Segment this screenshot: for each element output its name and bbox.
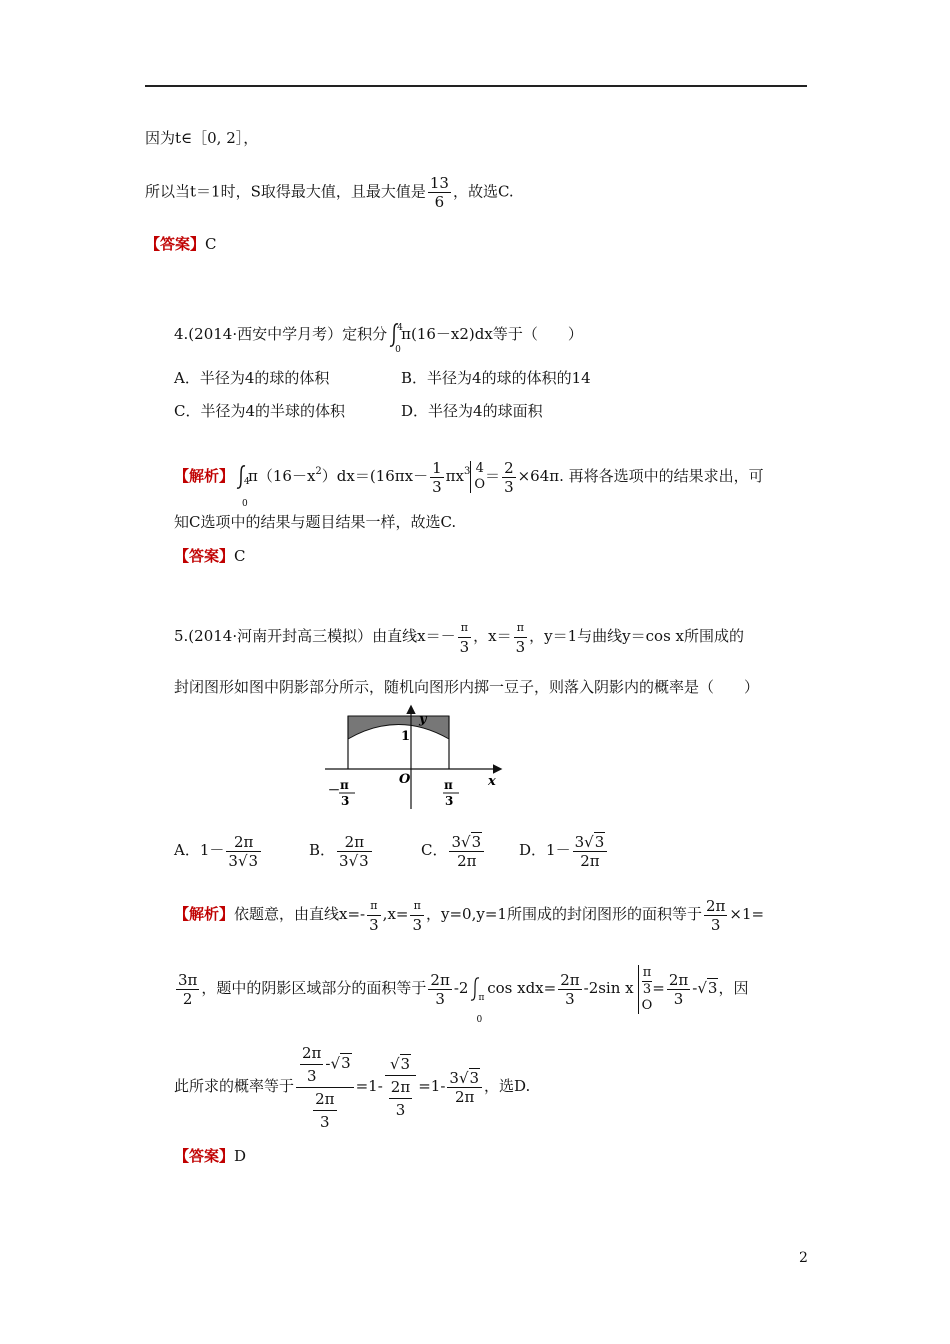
numerator: 2π xyxy=(302,1043,322,1062)
numerator: 2π xyxy=(234,832,254,851)
denominator: 3 xyxy=(432,477,442,496)
text: ，x＝ xyxy=(473,627,512,645)
text: - xyxy=(325,1054,331,1072)
numerator: π xyxy=(460,620,468,634)
q5-answer xyxy=(174,1146,246,1166)
denominator xyxy=(296,1087,354,1133)
fraction xyxy=(313,1088,336,1133)
radicand: 3 xyxy=(469,1068,480,1087)
text: D．半径为4的球面积 xyxy=(401,402,543,420)
eval-lower: O xyxy=(474,477,486,492)
header-rule xyxy=(145,85,807,87)
denominator: 6 xyxy=(428,192,451,211)
numerator: 2π xyxy=(344,832,365,851)
integral-sign xyxy=(234,464,250,509)
q4-option-a xyxy=(174,368,329,388)
denominator: 3 xyxy=(389,1098,412,1121)
text: 知C选项中的结果与题目结果一样，故选C. xyxy=(174,513,457,531)
text: ,x= xyxy=(382,905,409,923)
top-line-1 xyxy=(145,128,258,148)
text: 所以当t＝1时，S取得最大值，且最大值是 xyxy=(145,182,426,201)
compound-fraction xyxy=(385,1053,416,1121)
q5-analysis-line-1 xyxy=(174,890,764,938)
q5-analysis-line-3 xyxy=(174,1040,530,1133)
text: π（16－x xyxy=(248,467,316,485)
q4-analysis-line-1 xyxy=(174,450,764,509)
numerator: 2π xyxy=(668,970,689,989)
fraction xyxy=(514,619,528,656)
fraction xyxy=(573,833,608,870)
fraction xyxy=(226,833,261,870)
denominator: 3 xyxy=(558,989,581,1008)
eval-upper: 4 xyxy=(475,461,484,476)
radicand: 3 xyxy=(594,832,605,851)
q5-stem-line-2 xyxy=(174,677,759,697)
right-tick-num: π xyxy=(444,778,453,792)
text: D．1－ xyxy=(519,841,571,859)
answer-tag: 【答案】 xyxy=(174,547,235,565)
integral-upper: 4 xyxy=(244,477,250,487)
radicand: 3 xyxy=(248,851,259,870)
denominator: 3 xyxy=(459,637,470,656)
denominator: 3 xyxy=(504,477,514,496)
numerator: 3π xyxy=(178,970,198,989)
text: cos xdx= xyxy=(482,979,557,997)
numerator: 13 xyxy=(429,174,449,192)
numerator: π xyxy=(370,898,378,912)
radicand: 3 xyxy=(707,979,718,997)
compound-fraction xyxy=(296,1042,354,1133)
denominator xyxy=(385,1075,416,1121)
radicand: 3 xyxy=(359,851,369,870)
q5-option-d xyxy=(519,826,609,874)
text: B．半径为4的球的体积的14 xyxy=(401,369,591,387)
text: 因为t∈［0, 2］， xyxy=(145,129,259,147)
radicand: 3 xyxy=(471,832,482,851)
q5-option-b xyxy=(309,826,374,874)
integral-lower: 0 xyxy=(476,1015,483,1025)
denominator: 3 xyxy=(428,989,451,1008)
neg-sign: － xyxy=(328,783,341,797)
integral-upper: 4 xyxy=(397,323,403,333)
numerator: √3 xyxy=(389,1055,411,1073)
q4-answer xyxy=(174,546,246,566)
text: - xyxy=(692,979,698,997)
fraction xyxy=(449,833,484,870)
fraction xyxy=(667,971,690,1008)
eval-lower: O xyxy=(641,997,653,1013)
answer-tag: 【答案】 xyxy=(145,235,206,253)
integral-lower: 0 xyxy=(242,499,248,509)
denominator: 2 xyxy=(176,989,199,1008)
integral-sign xyxy=(468,976,485,1025)
text: π(16－x2)dx等于（ ） xyxy=(401,325,583,343)
text: ，因 xyxy=(718,979,749,997)
text: ，选D. xyxy=(484,1077,531,1095)
numerator: 2 xyxy=(504,458,514,477)
text: ×1= xyxy=(729,905,765,923)
q5-option-a xyxy=(174,826,263,874)
right-tick-den: 3 xyxy=(445,794,454,808)
text: ，y=0,y=1所围成的封闭图形的面积等于 xyxy=(426,905,702,923)
text: A．半径为4的球的体积 xyxy=(174,369,330,387)
radicand: 3 xyxy=(400,1055,411,1073)
y-axis-label: y xyxy=(419,712,427,727)
text: A．1－ xyxy=(174,841,225,859)
left-tick-num: π xyxy=(340,778,349,792)
evaluation-bar xyxy=(638,965,653,1014)
text: C． xyxy=(421,841,448,859)
denominator: 3 xyxy=(704,915,727,934)
q5-option-c xyxy=(421,826,486,874)
integral-lower: 0 xyxy=(395,345,401,355)
text: C．半径为4的半球的体积 xyxy=(174,402,346,420)
denominator: 3 xyxy=(412,915,423,934)
numerator: 3√3 xyxy=(451,832,482,851)
text: =1- xyxy=(418,1077,446,1095)
text: =1- xyxy=(355,1077,383,1095)
page-number: 2 xyxy=(799,1250,808,1266)
text: B． xyxy=(309,841,336,859)
text: ，y＝1与曲线y＝cos x所围成的 xyxy=(529,627,744,645)
answer-tag: 【答案】 xyxy=(174,1147,235,1165)
denominator: 2π xyxy=(573,851,608,870)
fraction xyxy=(458,619,472,656)
radicand: 3 xyxy=(341,1054,351,1072)
fraction xyxy=(300,1042,323,1087)
x-axis-label: x xyxy=(488,774,496,789)
analysis-tag: 【解析】 xyxy=(174,467,235,485)
left-tick-den: 3 xyxy=(341,794,350,808)
text: 此所求的概率等于 xyxy=(174,1077,295,1095)
numerator: 2π xyxy=(315,1089,335,1108)
denominator: 3√3 xyxy=(337,851,372,870)
eval-upper-den: 3 xyxy=(642,981,652,997)
text: -2 xyxy=(453,979,469,997)
text: ＝ xyxy=(485,467,501,485)
denominator: 3 xyxy=(300,1064,323,1087)
text: = xyxy=(652,979,665,997)
coef: 3 xyxy=(451,832,462,851)
q5-analysis-line-2: $\frac{3\pi}{2}$ ，题中的阴影区域部分的面积等于 $\frac{2\pi}{3}$ -2 π 0 cos xdx= $\frac{2\pi}{3}$ -2sin x π 3 O = $\frac{2\pi}{3}$ -√3，因 xyxy=(174,962,748,1014)
numerator: $\frac{2\pi}{3}$ -√3 xyxy=(302,1043,351,1085)
eval-upper-num: π xyxy=(642,964,652,980)
coef: 3 xyxy=(574,832,585,851)
text: 4.(2014·西安中学月考）定积分 xyxy=(174,325,388,343)
text: ）dx＝(16πx－ xyxy=(321,467,429,485)
origin-label: O xyxy=(399,772,411,787)
fraction xyxy=(502,459,516,496)
max-value-fraction xyxy=(428,174,451,211)
denominator: 3 xyxy=(667,989,690,1008)
fraction xyxy=(430,459,444,496)
text: πx xyxy=(445,467,464,485)
text: 封闭图形如图中阴影部分所示，随机向图形内掷一豆子，则落入阴影内的概率是（ ） xyxy=(174,678,760,696)
q4-option-b xyxy=(401,368,591,388)
unit-label: 1 xyxy=(401,729,411,744)
cosine-region-figure xyxy=(325,704,505,814)
numerator: 3√3 xyxy=(449,1068,480,1087)
text: ，故选C. xyxy=(452,182,514,201)
numerator: 2π xyxy=(705,896,726,915)
answer-value: C xyxy=(205,235,217,253)
numerator: π xyxy=(413,898,421,912)
denominator: 2π xyxy=(447,1087,482,1106)
fraction xyxy=(704,897,727,934)
q4-stem xyxy=(174,322,583,355)
answer-value: C xyxy=(234,547,246,565)
integral-sign xyxy=(387,322,403,355)
fraction xyxy=(428,971,451,1008)
fraction xyxy=(176,971,199,1008)
denominator: 3 xyxy=(313,1110,336,1133)
fraction xyxy=(367,897,381,934)
fraction xyxy=(389,1076,412,1121)
coef: 3 xyxy=(339,851,349,870)
text: ，题中的阴影区域部分的面积等于 xyxy=(201,979,427,997)
coef: 3 xyxy=(449,1068,459,1087)
top-answer xyxy=(145,234,217,254)
denominator: 3 xyxy=(369,915,379,934)
superscript: 3 xyxy=(464,466,471,477)
text: ×64π. 再将各选项中的结果求出，可 xyxy=(517,467,764,485)
text: 依题意，由直线x=- xyxy=(234,905,366,923)
text: -2sin x xyxy=(583,979,634,997)
q4-analysis-line-2 xyxy=(174,512,456,532)
text: 5.(2014·河南开封高三模拟）由直线x＝－ xyxy=(174,627,456,645)
analysis-tag: 【解析】 xyxy=(174,905,235,923)
numerator: 2π xyxy=(560,970,580,989)
fraction xyxy=(447,1069,482,1106)
integral-upper: π xyxy=(478,993,485,1003)
evaluation-bar xyxy=(470,461,485,493)
denominator: 3√3 xyxy=(226,851,261,870)
denominator: 2π xyxy=(449,851,484,870)
fraction xyxy=(558,971,581,1008)
numerator: 2π xyxy=(390,1078,411,1096)
fraction xyxy=(337,833,372,870)
numerator: 1 xyxy=(432,458,442,477)
coef: 3 xyxy=(228,851,238,870)
top-line-2 xyxy=(145,174,514,211)
denominator: 3 xyxy=(515,637,526,656)
numerator: π xyxy=(516,620,524,634)
numerator: 3√3 xyxy=(574,832,605,851)
shaded-region xyxy=(348,716,449,739)
superscript: 2 xyxy=(315,466,322,477)
fraction xyxy=(410,897,424,934)
numerator: 2π xyxy=(430,970,450,989)
q4-option-d xyxy=(401,401,543,421)
answer-value: D xyxy=(234,1147,247,1165)
q4-option-c xyxy=(174,401,345,421)
q5-stem-line-1 xyxy=(174,614,744,658)
